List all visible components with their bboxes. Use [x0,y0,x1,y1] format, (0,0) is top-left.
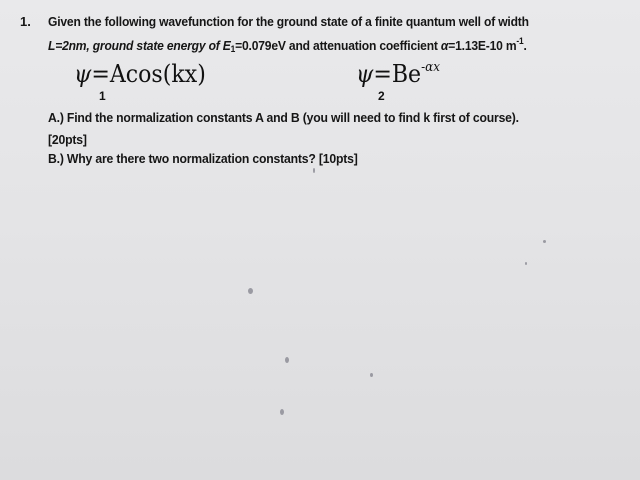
psi1-body: =Acos(kx) [91,60,206,88]
psi2-index: 2 [378,89,385,103]
question-b: B.) Why are there two normalization constants? [10pts] [48,151,358,166]
psi2-exponent: -αx [421,60,440,75]
speck [525,262,527,265]
alpha-end: . [523,38,527,53]
speck [370,373,373,377]
question-a: A.) Find the normalization constants A and B (you will need to find k first of course). [48,110,519,125]
speck [313,168,315,173]
psi2-body: =Be [373,60,422,88]
energy-subscript: 1 [230,44,236,54]
speck [248,288,253,294]
speck [280,409,284,415]
problem-intro-line: Given the following wavefunction for the ground state of a finite quantum well of width [48,14,529,29]
psi2-symbol: ψ [356,60,374,88]
psi1-index: 1 [99,89,106,103]
energy-value-text: =0.079eV and attenuation coefficient [235,38,441,53]
equation-psi1 [74,60,206,88]
equation-psi2 [356,60,440,88]
alpha-symbol: α [440,38,449,53]
speck [543,240,546,243]
width-text: L=2nm, ground state energy of E [48,38,231,53]
alpha-value-text: =1.13E-10 m [448,38,517,53]
problem-number: 1. [20,14,31,29]
alpha-unit-exponent: -1 [516,36,524,46]
psi1-symbol: ψ [74,60,92,88]
question-a-points: [20pts] [48,132,87,147]
problem-parameters-line [48,36,527,54]
speck [285,357,289,363]
